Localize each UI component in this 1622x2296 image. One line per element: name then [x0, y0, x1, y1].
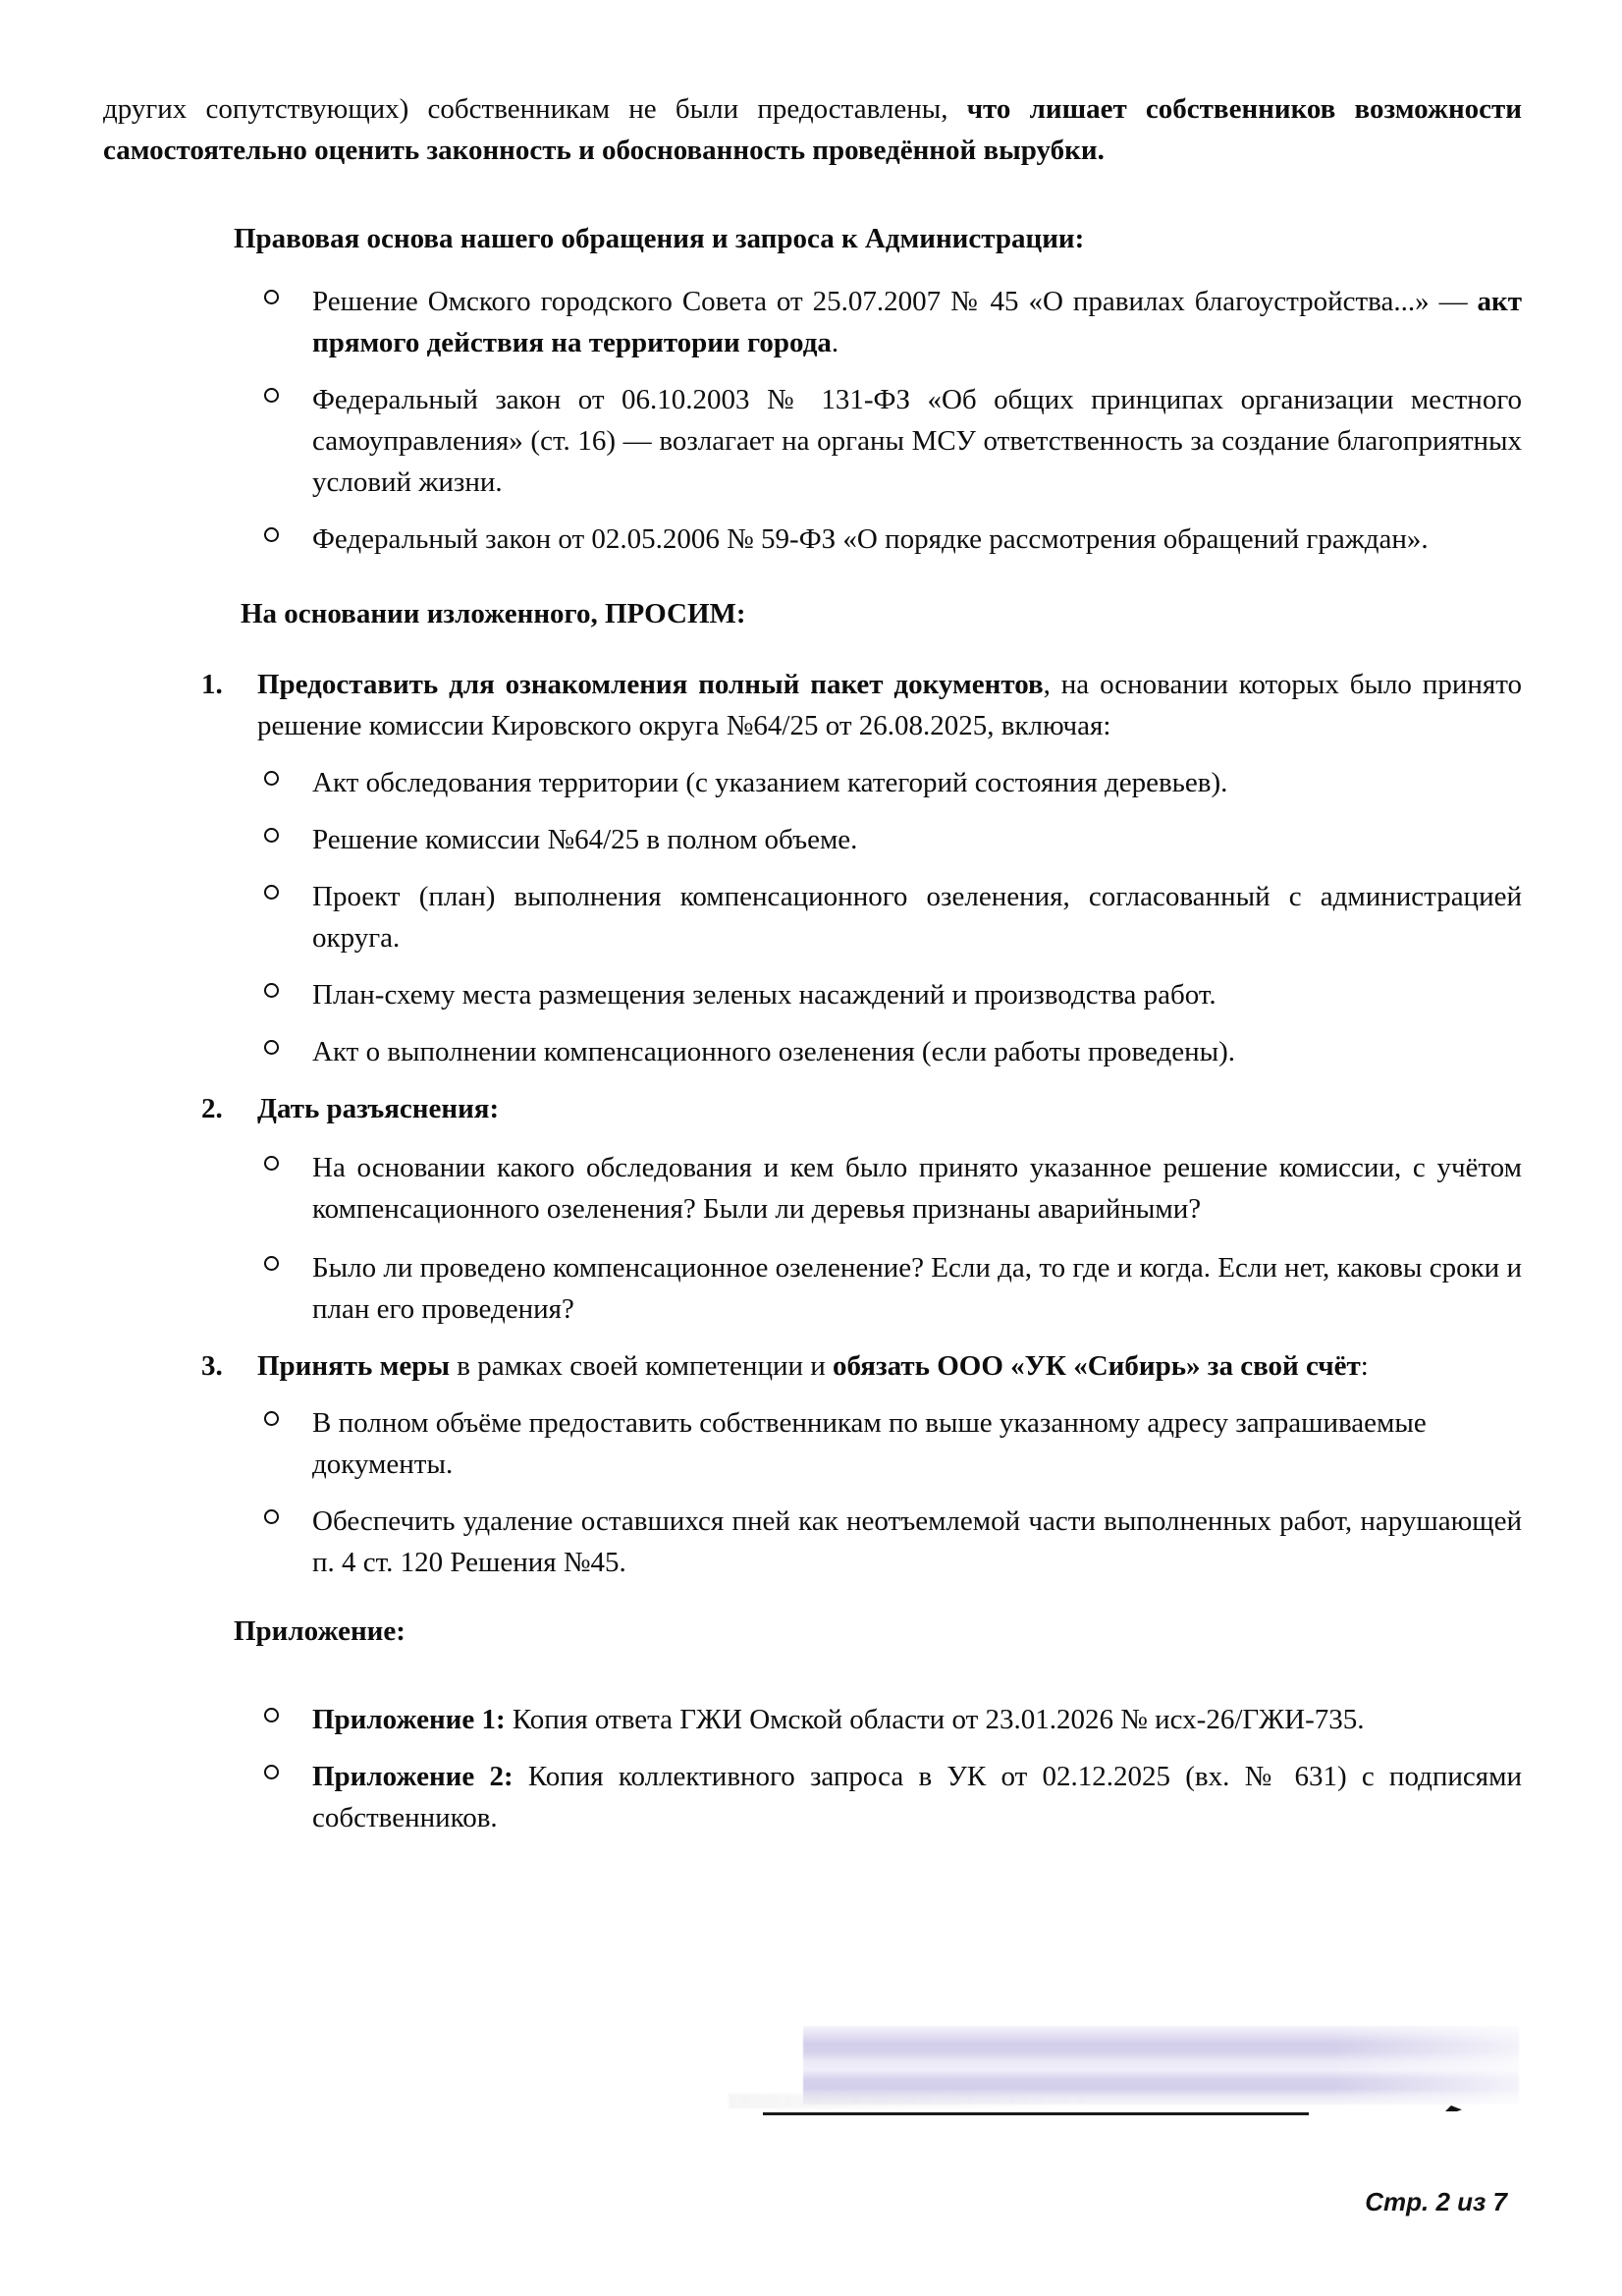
item-3b-text: Обеспечить удаление оставшихся пней как неотъемлемой части выполненных работ, нарушающей п. 4 ст. 120 Решения №45. — [312, 1505, 1522, 1578]
document-content — [103, 88, 1522, 1838]
list-item-legal-2 — [103, 379, 1522, 503]
item-1b-text: Решение комиссии №64/25 в полном объеме. — [312, 824, 858, 855]
circle-bullet-icon — [264, 1256, 279, 1271]
signature-line — [763, 2112, 1309, 2115]
legal-1-run-normal: Решение Омского городского Совета от 25.07.2007 № 45 «О правилах благоустройства...» — — [312, 286, 1478, 317]
attachments-heading: Приложение: — [234, 1615, 406, 1647]
circle-bullet-icon — [264, 771, 279, 786]
circle-bullet-icon — [264, 885, 279, 900]
list-item-legal-3 — [103, 519, 1522, 560]
list-item-attachment-1 — [103, 1699, 1522, 1740]
circle-bullet-icon — [264, 1765, 279, 1779]
circle-bullet-icon — [264, 527, 279, 542]
list-item-3a — [103, 1402, 1522, 1485]
legal-basis-list — [103, 281, 1522, 560]
legal-2-text: Федеральный закон от 06.10.2003 № 131-ФЗ «Об общих принципах организации местного самоуправления» (ст. 16) — возлагает на органы МСУ ответственность за создание благоприятных условий жизни. — [312, 384, 1522, 498]
request-item-2 — [103, 1088, 1522, 1129]
list-item-1c — [103, 876, 1522, 958]
list-item-1e — [103, 1031, 1522, 1072]
ink-mark — [1445, 2105, 1462, 2111]
item-1e-text: Акт о выполнении компенсационного озеленения (если работы проведены). — [312, 1036, 1236, 1067]
page-number: Стр. 2 из 7 — [1365, 2187, 1507, 2216]
item-1-run-normal: , на основании которых было принято решение комиссии Кировского округа №64/25 от 26.08.2025, включая: — [257, 669, 1522, 741]
list-item-2a — [103, 1147, 1522, 1230]
scan-smudge — [729, 2094, 1092, 2108]
request-item-1-sublist — [103, 762, 1522, 1072]
item-number: 2. — [201, 1093, 223, 1124]
list-item-1a — [103, 762, 1522, 803]
list-item-2b — [103, 1247, 1522, 1330]
circle-bullet-icon — [264, 983, 279, 998]
legal-3-text: Федеральный закон от 02.05.2006 № 59-ФЗ «О порядке рассмотрения обращений граждан». — [312, 523, 1429, 555]
request-item-1 — [103, 664, 1522, 746]
item-number: 1. — [201, 669, 223, 700]
circle-bullet-icon — [264, 1156, 279, 1171]
item-number: 3. — [201, 1350, 223, 1382]
item-2a-text: На основании какого обследования и кем было принято указанное решение комиссии, с учётом компенсационного озеленения? Были ли деревья признаны аварийными? — [312, 1152, 1522, 1225]
item-3-run-bold-1: Принять меры — [257, 1350, 451, 1382]
attachment-1-text: Копия ответа ГЖИ Омской области от 23.01.2026 № исх-26/ГЖИ-735. — [505, 1704, 1365, 1735]
circle-bullet-icon — [264, 828, 279, 843]
item-3-run-colon: : — [1360, 1350, 1369, 1382]
legal-1-run-bold: акт прямого действия на территории города — [312, 286, 1522, 358]
item-3-run-normal: в рамках своей компетенции и — [450, 1350, 834, 1382]
item-3-run-bold-2: обязать ООО «УК «Сибирь» за свой счёт — [833, 1350, 1361, 1382]
intro-run-bold: что лишает собственников возможности самостоятельно оценить законность и обоснованность проведённой вырубки. — [103, 93, 1522, 166]
list-item-3b — [103, 1501, 1522, 1583]
attachments-list — [103, 1699, 1522, 1838]
item-3a-text: В полном объёме предоставить собственникам по выше указанному адресу запрашиваемые документы. — [312, 1407, 1427, 1480]
legal-1-run-period: . — [831, 327, 839, 358]
list-item-legal-1 — [103, 281, 1522, 363]
item-1c-text: Проект (план) выполнения компенсационного озеленения, согласованный с администрацией округа. — [312, 881, 1522, 954]
circle-bullet-icon — [264, 290, 279, 304]
request-item-3-sublist — [103, 1402, 1522, 1583]
circle-bullet-icon — [264, 388, 279, 403]
attachment-2-text: Копия коллективного запроса в УК от 02.12.2025 (вх. № 631) с подписями собственников. — [312, 1761, 1522, 1833]
legal-basis-heading: Правовая основа нашего обращения и запроса к Администрации: — [234, 223, 1085, 254]
list-item-1d — [103, 974, 1522, 1015]
request-item-3 — [103, 1345, 1522, 1387]
redacted-signature-area — [803, 2026, 1519, 2105]
intro-run-normal: других сопутствующих) собственникам не были предоставлены, — [103, 93, 967, 125]
intro-paragraph — [103, 88, 1522, 171]
request-item-2-sublist — [103, 1147, 1522, 1330]
list-item-attachment-2 — [103, 1756, 1522, 1838]
item-2b-text: Было ли проведено компенсационное озеленение? Если да, то где и когда. Если нет, каковы сроки и план его проведения? — [312, 1252, 1522, 1325]
item-2-run-bold: Дать разъяснения: — [257, 1093, 500, 1124]
item-1d-text: План-схему места размещения зеленых насаждений и производства работ. — [312, 979, 1216, 1011]
list-item-1b — [103, 819, 1522, 860]
circle-bullet-icon — [264, 1509, 279, 1524]
request-heading: На основании изложенного, ПРОСИМ: — [241, 598, 746, 629]
item-1-run-bold: Предоставить для ознакомления полный пакет документов — [257, 669, 1044, 700]
circle-bullet-icon — [264, 1040, 279, 1055]
item-1a-text: Акт обследования территории (с указанием категорий состояния деревьев). — [312, 767, 1228, 798]
circle-bullet-icon — [264, 1411, 279, 1426]
attachment-1-label: Приложение 1: — [312, 1704, 506, 1735]
circle-bullet-icon — [264, 1708, 279, 1722]
attachment-2-label: Приложение 2: — [312, 1761, 514, 1792]
